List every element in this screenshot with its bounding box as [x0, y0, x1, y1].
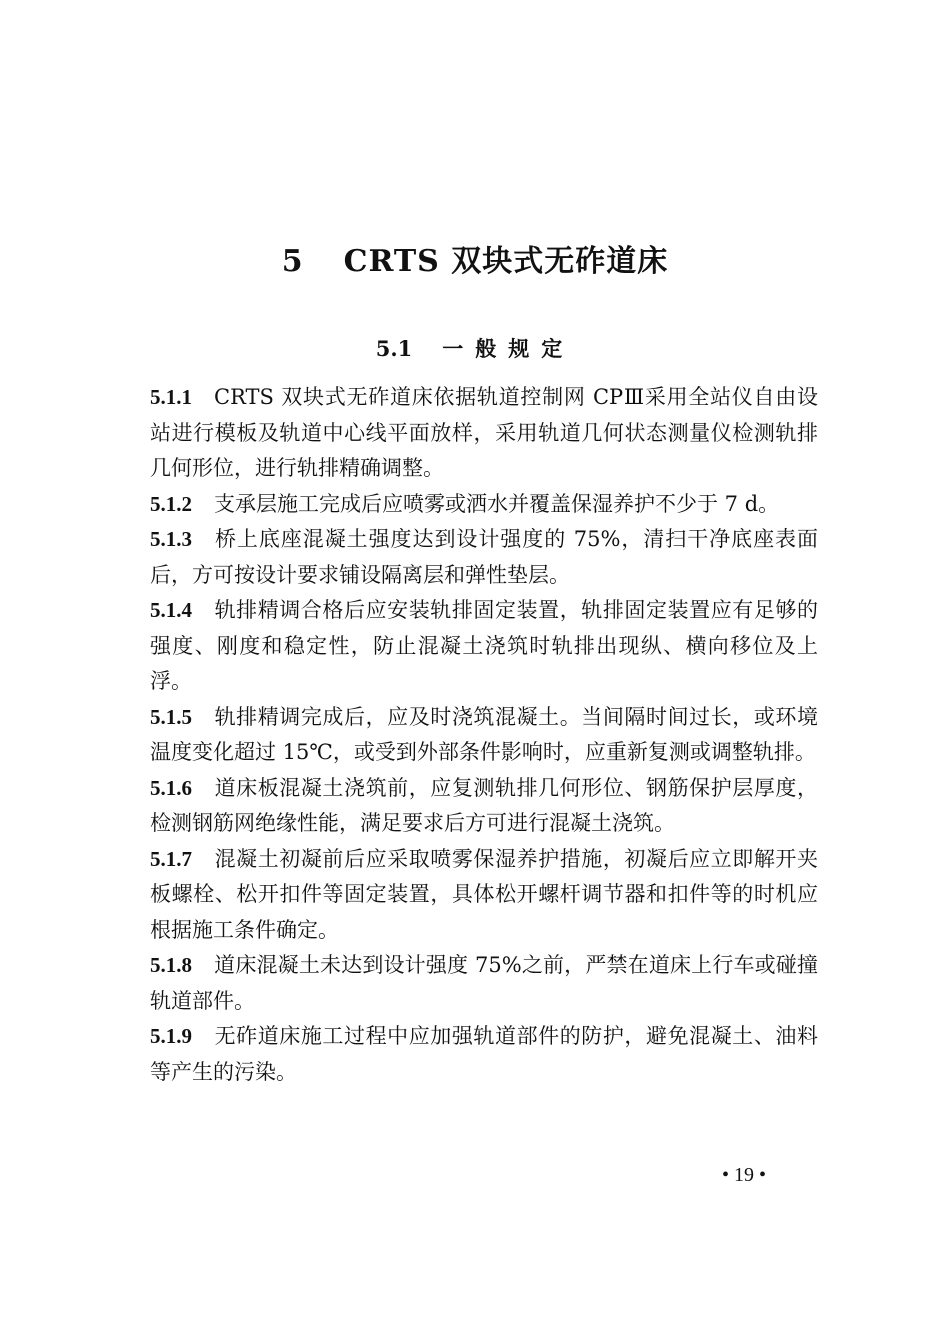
section-number: 5.1	[375, 336, 413, 361]
clause-number: 5.1.4	[150, 598, 192, 622]
clause-text: 轨排精调合格后应安装轨排固定装置，轨排固定装置应有足够的强度、刚度和稳定性，防止混凝土浇筑时轨排出现纵、横向移位及上浮。	[150, 598, 818, 693]
clause-text: 混凝土初凝前后应采取喷雾保湿养护措施，初凝后应立即解开夹板螺栓、松开扣件等固定装置，具体松开螺杆调节器和扣件等的时机应根据施工条件确定。	[150, 846, 818, 942]
section-title	[0, 333, 950, 363]
clause-number: 5.1.7	[150, 846, 192, 871]
clause-text: 轨排精调完成后，应及时浇筑混凝土。当间隔时间过长，或环境温度变化超过 15℃，或受到外部条件影响时，应重新复测或调整轨排。	[150, 704, 818, 764]
clause-5-1-9	[150, 1019, 818, 1090]
clause-5-1-6	[150, 771, 818, 842]
clause-5-1-4	[150, 593, 818, 700]
clause-number: 5.1.8	[150, 953, 192, 977]
clause-number: 5.1.5	[150, 704, 192, 729]
clause-text: 道床混凝土未达到设计强度 75%之前，严禁在道床上行车或碰撞轨道部件。	[150, 953, 818, 1013]
clause-number: 5.1.2	[150, 491, 192, 516]
clause-list	[150, 380, 818, 1090]
clause-text: 支承层施工完成后应喷雾或洒水并覆盖保湿养护不少于 7 d。	[214, 491, 780, 516]
page-number: • 19 •	[722, 1164, 767, 1186]
clause-5-1-1	[150, 380, 818, 487]
clause-text: 桥上底座混凝土强度达到设计强度的 75%，清扫干净底座表面后，方可按设计要求铺设隔离层和弹性垫层。	[150, 527, 818, 587]
clause-5-1-8	[150, 948, 818, 1019]
section-title-text: 一般规定	[442, 336, 575, 361]
clause-text: 道床板混凝土浇筑前，应复测轨排几何形位、钢筋保护层厚度，检测钢筋网绝缘性能，满足要求后方可进行混凝土浇筑。	[150, 775, 818, 835]
clause-number: 5.1.9	[150, 1024, 192, 1048]
clause-5-1-5	[150, 700, 818, 771]
clause-number: 5.1.1	[150, 385, 192, 409]
clause-text: CRTS 双块式无砟道床依据轨道控制网 CPⅢ采用全站仪自由设站进行模板及轨道中心线平面放样，采用轨道几何状态测量仪检测轨排几何形位，进行轨排精确调整。	[150, 385, 818, 480]
chapter-number: 5	[281, 244, 304, 279]
clause-text: 无砟道床施工过程中应加强轨道部件的防护，避免混凝土、油料等产生的污染。	[150, 1024, 818, 1084]
clause-number: 5.1.6	[150, 775, 192, 800]
chapter-title	[0, 236, 950, 280]
clause-5-1-3	[150, 522, 818, 593]
clause-5-1-2	[150, 487, 818, 523]
clause-5-1-7	[150, 842, 818, 949]
chapter-title-text: CRTS 双块式无砟道床	[343, 244, 669, 279]
clause-number: 5.1.3	[150, 527, 192, 551]
